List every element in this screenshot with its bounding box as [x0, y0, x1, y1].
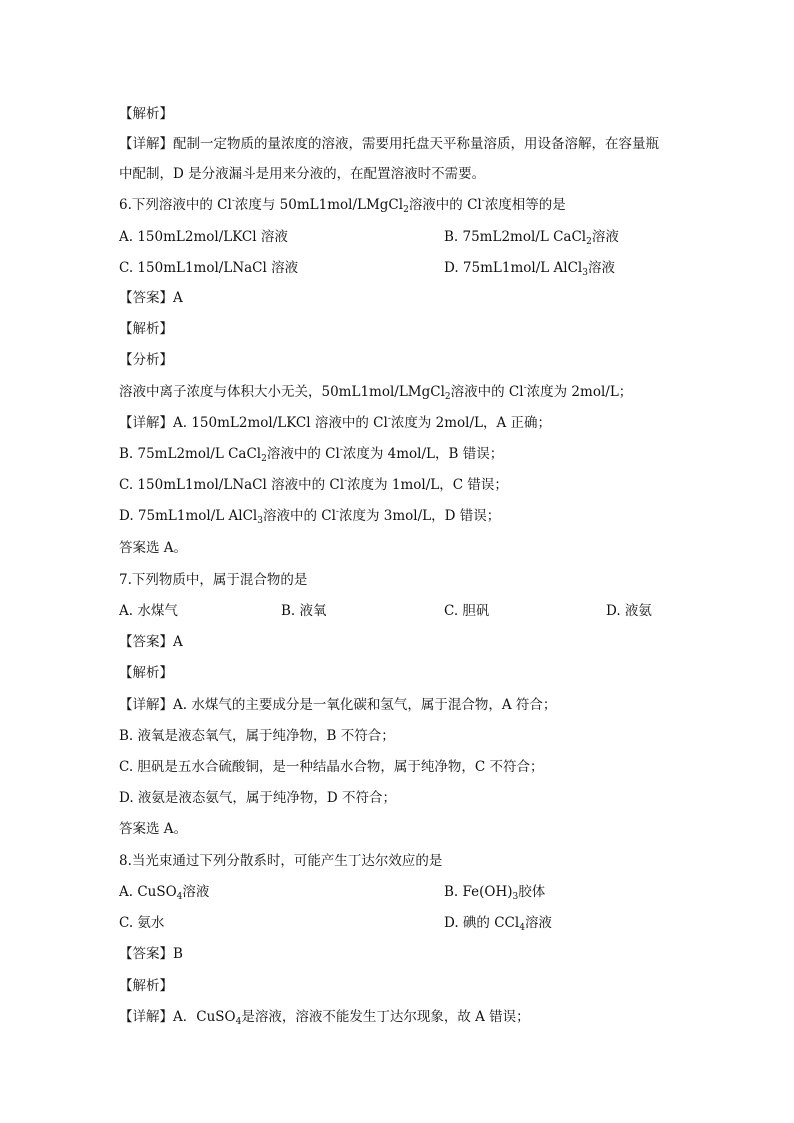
question-7: 7.下列物质中，属于混合物的是 [119, 572, 308, 588]
answer: 【答案】A [119, 634, 183, 650]
option-c: C. 150mL1mol/LNaCl 溶液 [119, 260, 299, 276]
answer: 【答案】B [119, 946, 183, 962]
explanation-text: D. 液氨是液态氨气，属于纯净物，D 不符合； [119, 790, 397, 806]
explanation-text: 【详解】A. 水煤气的主要成分是一氧化碳和氢气，属于混合物，A 符合； [119, 697, 557, 713]
option-d: D. 液氨 [606, 603, 652, 619]
explanation-text: 中配制，D 是分液漏斗是用来分液的，在配置溶液时不需要。 [119, 166, 486, 182]
option-a: A. CuSO$_4$溶液 [119, 884, 210, 902]
analysis-heading: 【解析】 [119, 978, 173, 994]
explanation-text: C. 150mL1mol/LNaCl 溶液中的 Cl-浓度为 1mol/L，C 错误； [119, 476, 508, 493]
option-d: D. 碘的 CCl$_4$溶液 [444, 915, 552, 933]
answer: 【答案】A [119, 290, 183, 306]
question-6: 6.下列溶液中的 Cl-浓度与 50mL1mol/LMgCl$_2$溶液中的 Cl-浓度相等的是 [119, 196, 566, 215]
option-b: B. 75mL2mol/L CaCl$_2$溶液 [444, 229, 619, 247]
option-b: B. $Fe(OH)_3$胶体 [444, 884, 546, 902]
analysis-heading: 【解析】 [119, 665, 173, 681]
explanation-text: 【详解】配制一定物质的量浓度的溶液，需要用托盘天平称量溶质，用设备溶解，在容量瓶 [119, 136, 659, 152]
analysis-heading: 【解析】 [119, 106, 173, 122]
question-8: 8.当光束通过下列分散系时，可能产生丁达尔效应的是 [119, 853, 443, 869]
option-c: C. 胆矾 [444, 603, 490, 619]
explanation-text: B. 液氧是液态氧气，属于纯净物，B 不符合； [119, 728, 395, 744]
reasoning-text: 溶液中离子浓度与体积大小无关，50mL1mol/LMgCl$_2$溶液中的 Cl-浓度为 2mol/L； [119, 383, 633, 402]
explanation-text: B. 75mL2mol/L CaCl$_2$溶液中的 Cl-浓度为 4mol/L，B 错误； [119, 445, 504, 464]
answer-choice: 答案选 A。 [119, 540, 188, 556]
option-a: A. 150mL2mol/LKCl 溶液 [119, 229, 288, 245]
option-c: C. 氨水 [119, 915, 165, 931]
reasoning-heading: 【分析】 [119, 352, 173, 368]
option-a: A. 水煤气 [119, 603, 178, 619]
answer-choice: 答案选 A。 [119, 821, 188, 837]
explanation-text: C. 胆矾是五水合硫酸铜，是一种结晶水合物，属于纯净物，C 不符合； [119, 759, 544, 775]
explanation-text: 【详解】A. 150mL2mol/LKCl 溶液中的 Cl-浓度为 2mol/L，A 正确； [119, 414, 552, 431]
option-d: D. 75mL1mol/L AlCl$_3$溶液 [444, 260, 615, 278]
explanation-text: 【详解】A．CuSO$_4$是溶液，溶液不能发生丁达尔现象，故 A 错误； [119, 1009, 530, 1027]
explanation-text: D. 75mL1mol/L AlCl$_3$溶液中的 Cl-浓度为 3mol/L，D 错误； [119, 507, 501, 526]
option-b: B. 液氧 [281, 603, 327, 619]
analysis-heading: 【解析】 [119, 321, 173, 337]
